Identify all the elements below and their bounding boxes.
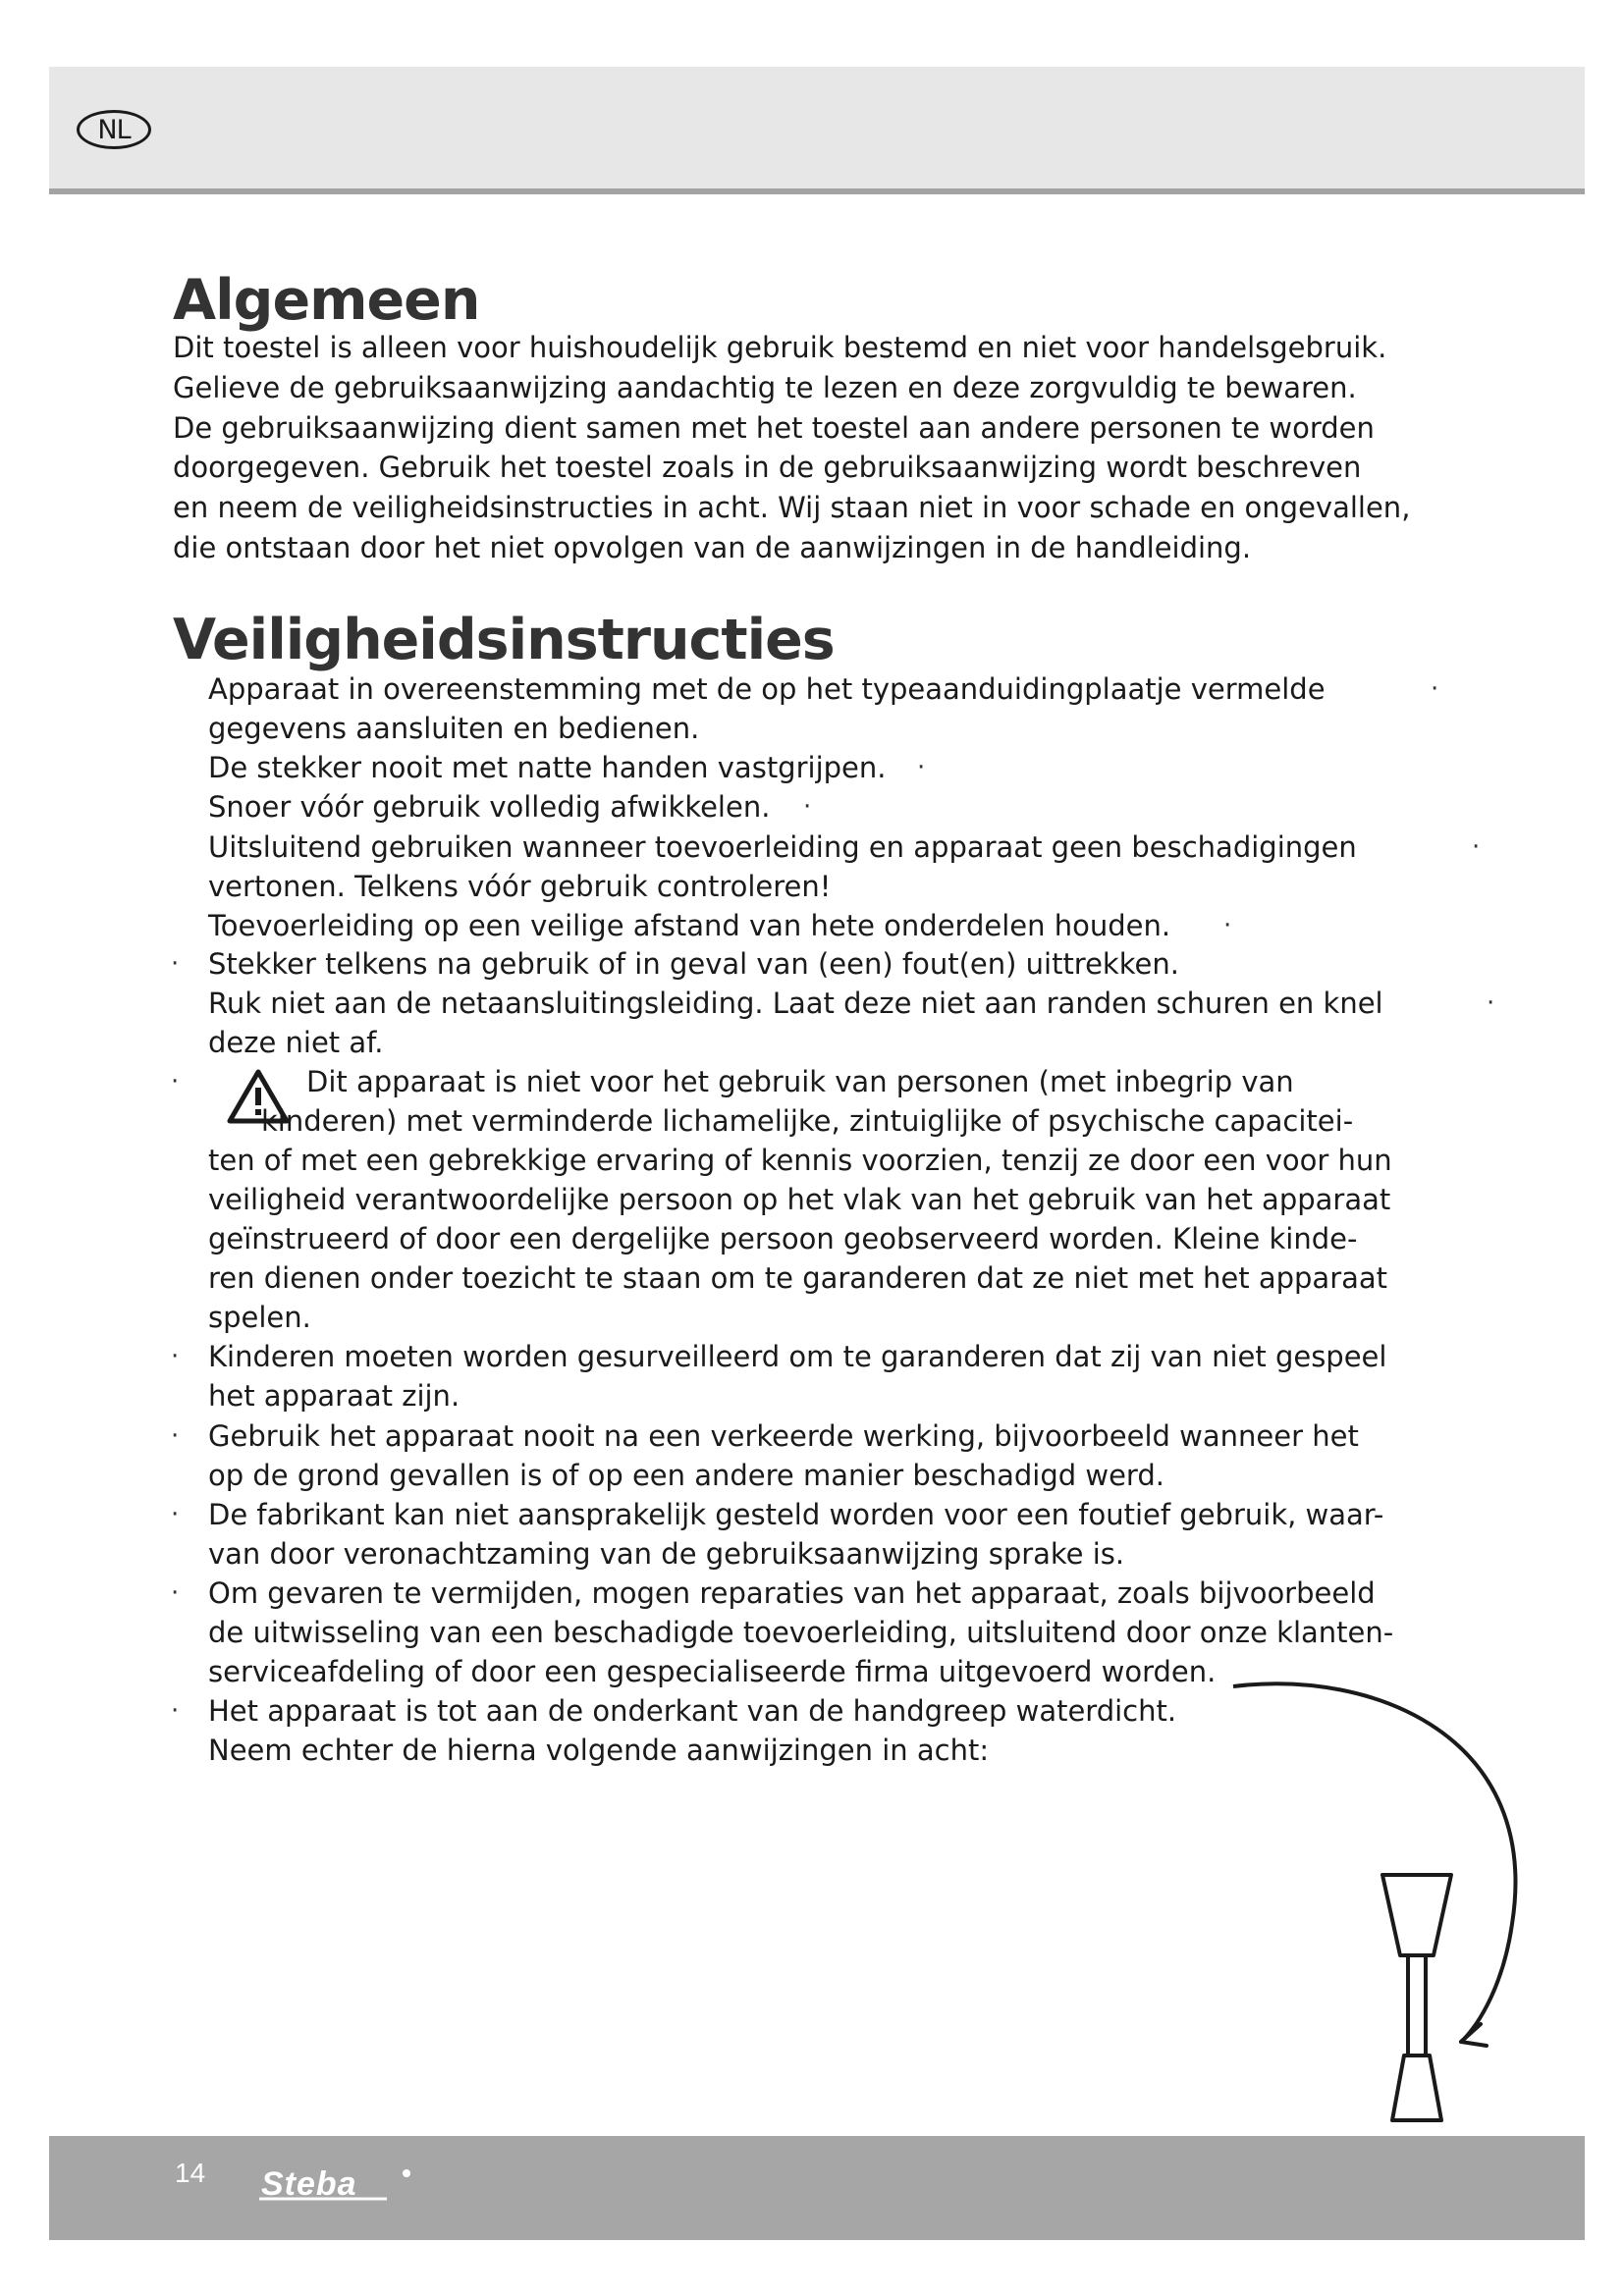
warning-line: kinderen) met verminderde lichamelijke, zintuiglijke of psychische capacitei- [261,1104,1354,1138]
rule-bullet: · [171,1696,180,1726]
safety-rule: Het apparaat is tot aan de onderkant van de handgreep waterdicht. Neem echter de hierna volgende aanwijzingen in acht: [208,1694,1177,1767]
algemeen-line: doorgegeven. Gebruik het toestel zoals in de gebruiksaanwijzing wordt beschreven [173,451,1362,485]
section-title-veiligheidsinstructies: Veiligheidsinstructies [173,608,835,672]
safety-rule: Apparaat in overeenstemming met de op het typeaanduidingplaatje vermelde gegevens aansluiten en bedienen. [208,672,1326,745]
warning-text: ten of met een gebrekkige ervaring of kennis voorzien, tenzij ze door een voor hun veiligheid verantwoordelijke persoon op het vlak van het gebruik van het apparaat geïnstrueerd of door een dergelijke persoon geobserveerd worden. Kleine kinde- ren dienen onder toezicht te staan om te garanderen dat ze niet met het apparaat spelen. [208,1144,1392,1334]
language-badge: NL [77,110,151,149]
rule-marker: · [1487,988,1495,1018]
rule-bullet: · [171,1067,180,1096]
safety-rule: De stekker nooit met natte handen vastgrijpen. [208,751,887,784]
safety-rule: Kinderen moeten worden gesurveilleerd om te garanderen dat zij van niet gespeel het apparaat zijn. [208,1340,1387,1413]
page-number: 14 [175,2158,206,2188]
safety-rule: Toevoerleiding op een veilige afstand van hete onderdelen houden. [208,909,1171,942]
safety-rule: Stekker telkens na gebruik of in geval van (een) fout(en) uittrekken. [208,947,1179,981]
steba-logo [259,2165,426,2205]
safety-rule: De fabrikant kan niet aansprakelijk gesteld worden voor een foutief gebruik, waar- van door veronachtzaming van de gebruiksaanwijzing sprake is. [208,1498,1384,1571]
warning-paragraph [208,1062,1524,1337]
rule-marker: · [803,792,812,822]
rule-marker: · [1431,674,1439,704]
algemeen-line: Dit toestel is alleen voor huishoudelijk gebruik bestemd en niet voor handelsgebruik. [173,331,1387,364]
rule-marker: · [917,753,926,782]
algemeen-line: en neem de veiligheidsinstructies in acht. Wij staan niet in voor schade en ongevallen, [173,491,1411,525]
algemeen-line: De gebruiksaanwijzing dient samen met het toestel aan andere personen te worden [173,410,1375,445]
rule-bullet: · [171,949,180,979]
rule-bullet: · [171,1500,180,1529]
rule-bullet: · [171,1578,180,1608]
rule-bullet: · [171,1421,180,1451]
algemeen-line: die ontstaan door het niet opvolgen van de aanwijzingen in de handleiding. [173,530,1252,564]
brand-name: Steba [261,2165,357,2203]
safety-rule: Gebruik het apparaat nooit na een verkeerde werking, bijvoorbeeld wanneer het op de grond gevallen is of op een andere manier beschadigd werd. [208,1419,1359,1492]
rule-bullet: · [171,1342,180,1371]
hand-blender-illustration [1218,1669,1542,2140]
warning-line: Dit apparaat is niet voor het gebruik van personen (met inbegrip van [306,1065,1294,1098]
safety-rule: Uitsluitend gebruiken wanneer toevoerleiding en apparaat geen beschadigingen vertonen. Telkens vóór gebruik controleren! [208,830,1357,903]
section-title-algemeen: Algemeen [173,268,480,333]
safety-rule: Om gevaren te vermijden, mogen reparaties van het apparaat, zoals bijvoorbeeld de uitwisseling van een beschadigde toevoerleiding, uitsluitend door onze klanten- serviceafdeling of door een gespecialiseerde firma uitgevoerd worden. [208,1576,1394,1688]
footer-bar [49,2136,1585,2240]
header-bar [49,67,1585,194]
rule-marker: · [1223,911,1232,940]
rule-marker: · [1472,832,1481,862]
algemeen-line: Gelieve de gebruiksaanwijzing aandachtig te lezen en deze zorgvuldig te bewaren. [173,370,1357,404]
algemeen-paragraph [173,328,1489,568]
safety-rule: Ruk niet aan de netaansluitingsleiding. Laat deze niet aan randen schuren en knel deze niet af. [208,987,1383,1059]
safety-rule: Snoer vóór gebruik volledig afwikkelen. [208,790,771,824]
